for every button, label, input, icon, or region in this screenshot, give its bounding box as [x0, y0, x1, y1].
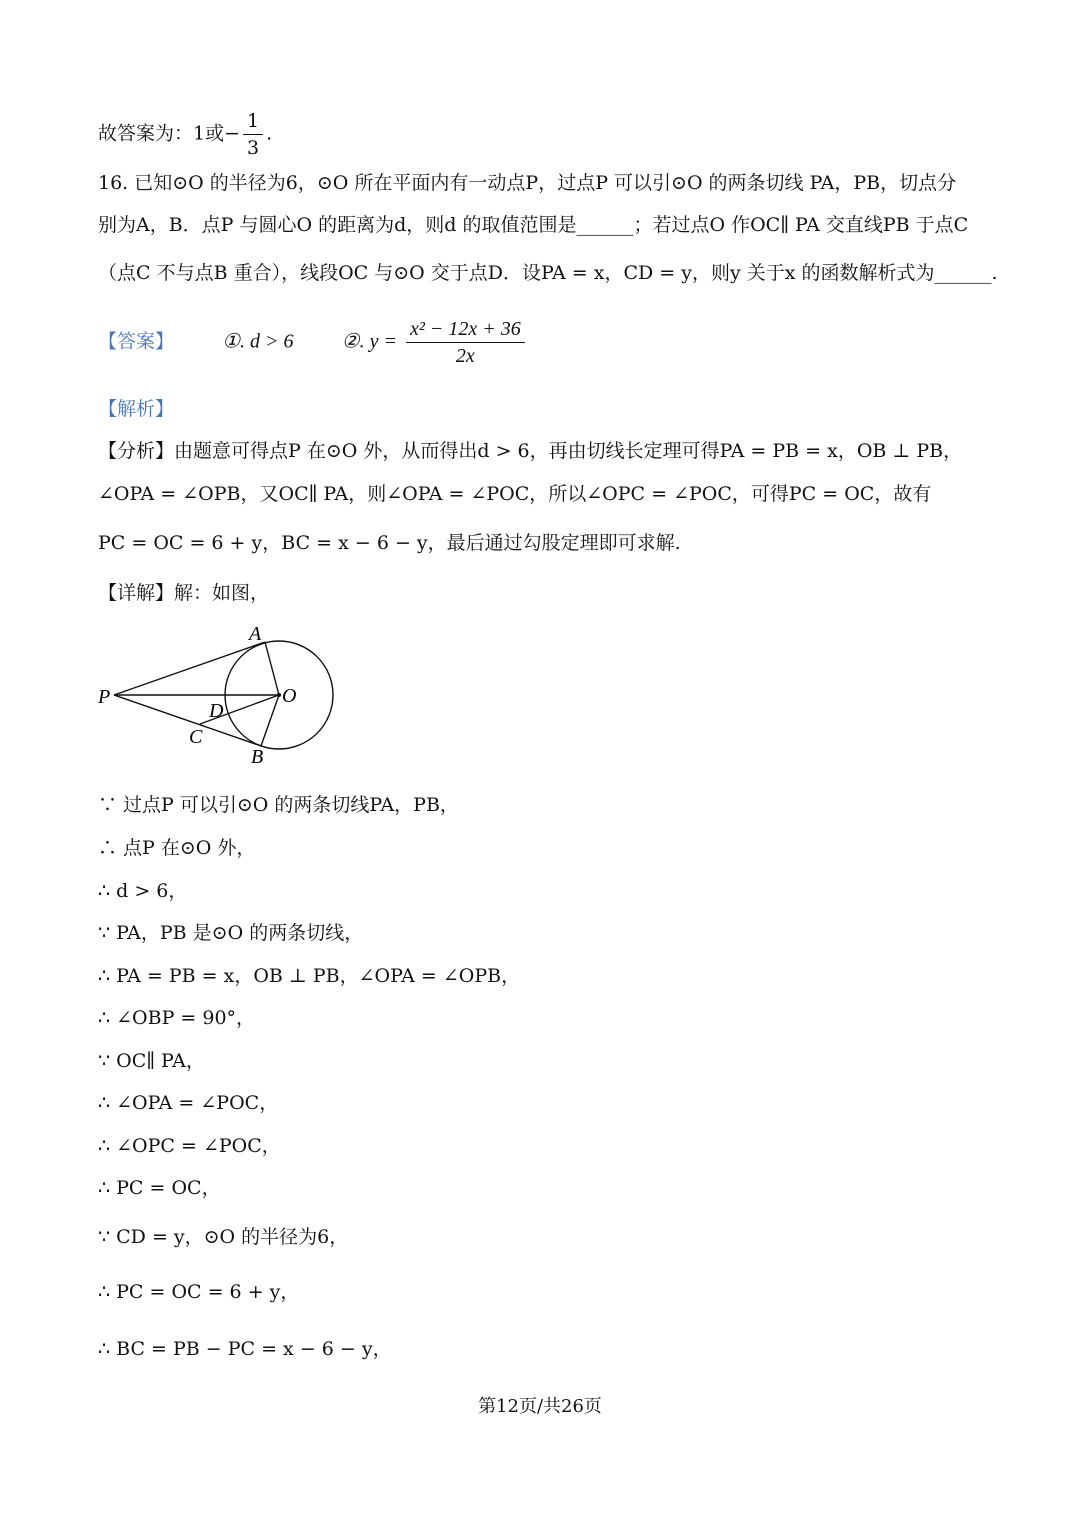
- fraction-denominator: 3: [247, 137, 260, 159]
- page-footer: 第12页/共26页: [478, 1396, 602, 1417]
- fraction-numerator: 1: [243, 108, 263, 135]
- problem-line-3: （点C 不与点B 重合），线段OC 与⊙O 交于点D．设PA = x，CD = y，则y 关于x 的函数解析式为______.: [98, 262, 998, 284]
- step-4: ∵ PA，PB 是⊙O 的两条切线，: [98, 922, 364, 944]
- step-9: ∴ ∠OPC = ∠POC，: [98, 1135, 281, 1157]
- step-2: ∴ 点P 在⊙O 外，: [98, 837, 256, 859]
- answer-fraction: [406, 316, 525, 369]
- segment-pa: [114, 642, 265, 695]
- answer-part-1: ①. d > 6: [222, 330, 294, 353]
- segment-ob: [261, 695, 279, 746]
- answer-fraction-denominator: 2x: [455, 345, 475, 367]
- step-12: ∴ PC = OC = 6 + y，: [98, 1281, 300, 1303]
- previous-answer-suffix: .: [266, 122, 273, 145]
- step-1: ∵ 过点P 可以引⊙O 的两条切线PA，PB，: [98, 794, 459, 816]
- previous-answer: [98, 108, 980, 161]
- answer-tag: 【答案】: [98, 330, 175, 353]
- analysis-line-1: 【分析】由题意可得点P 在⊙O 外，从而得出d > 6，再由切线长定理可得PA = PB = x，OB ⊥ PB，: [98, 440, 963, 462]
- analysis-tag: 【解析】: [98, 398, 175, 420]
- label-a: A: [249, 623, 262, 645]
- answer-line: [98, 316, 980, 369]
- analysis-line-3: PC = OC = 6 + y，BC = x − 6 − y，最后通过勾股定理即可求解.: [98, 532, 681, 554]
- step-3: ∴ d > 6，: [98, 880, 188, 902]
- label-b: B: [251, 746, 264, 768]
- fraction-one-third: [243, 108, 263, 161]
- step-13: ∴ BC = PB − PC = x − 6 − y，: [98, 1338, 392, 1360]
- segment-oa: [265, 642, 279, 695]
- step-11: ∵ CD = y，⊙O 的半径为6，: [98, 1226, 349, 1248]
- point-o: [277, 693, 281, 697]
- problem-line-2: 别为A，B．点P 与圆心O 的距离为d，则d 的取值范围是______；若过点O 作OC∥ PA 交直线PB 于点C: [98, 214, 969, 236]
- label-p: P: [98, 686, 111, 708]
- label-d: D: [209, 700, 224, 722]
- step-6: ∴ ∠OBP = 90°，: [98, 1007, 256, 1029]
- step-10: ∴ PC = OC，: [98, 1177, 221, 1199]
- previous-answer-prefix: 故答案为：1或−: [98, 122, 241, 145]
- step-5: ∴ PA = PB = x，OB ⊥ PB，∠OPA = ∠OPB，: [98, 965, 521, 987]
- step-7: ∵ OC∥ PA，: [98, 1050, 205, 1072]
- segment-pb: [114, 695, 261, 746]
- answer-fraction-numerator: x² − 12x + 36: [406, 316, 525, 343]
- answer-part-2-prefix: ②. y =: [341, 330, 397, 353]
- label-o: O: [282, 685, 297, 707]
- detail-intro: 【详解】解：如图，: [98, 582, 270, 604]
- analysis-line-2: ∠OPA = ∠OPB，又OC∥ PA，则∠OPA = ∠POC，所以∠OPC = ∠POC，可得PC = OC，故有: [98, 483, 932, 505]
- label-c: C: [189, 726, 203, 748]
- step-8: ∴ ∠OPA = ∠POC，: [98, 1092, 279, 1114]
- problem-line-1: 16. 已知⊙O 的半径为6，⊙O 所在平面内有一动点P，过点P 可以引⊙O 的两条切线 PA，PB，切点分: [98, 172, 957, 194]
- geometry-figure: [90, 620, 350, 770]
